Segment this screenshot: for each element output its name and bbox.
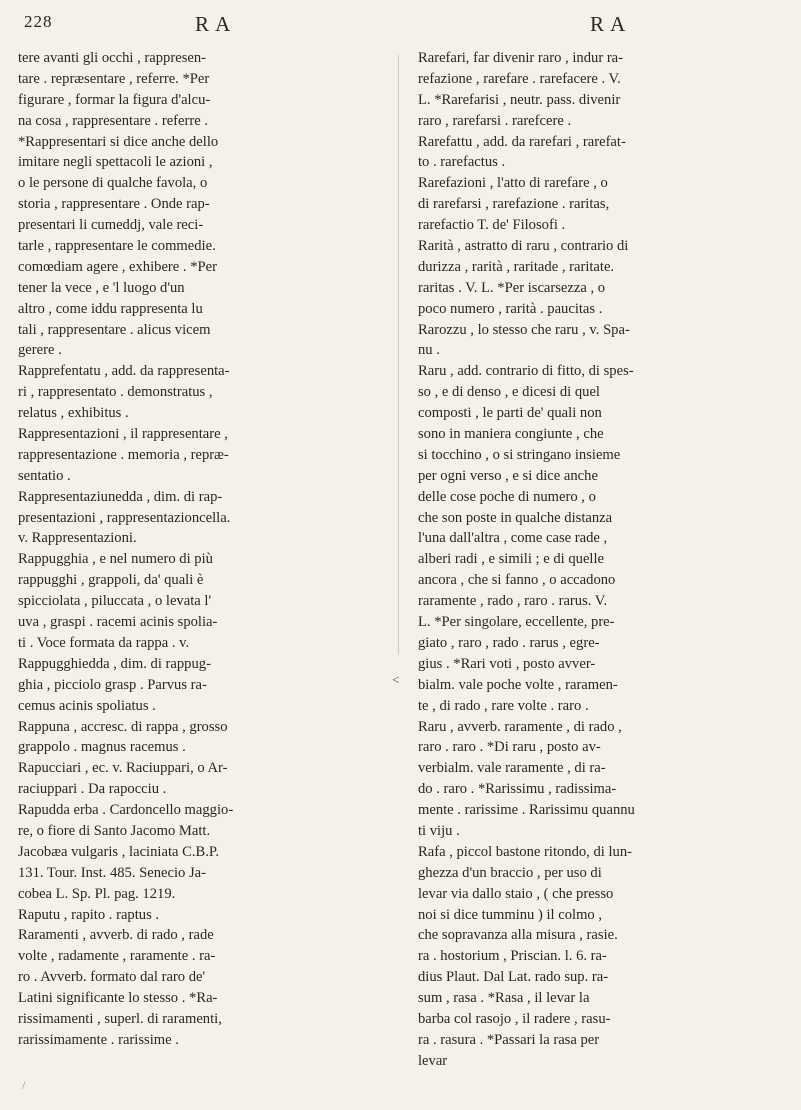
running-head [0, 10, 801, 40]
text-line: raramente , rado , raro . rarus. V. [418, 593, 608, 610]
text-line: l'una dall'altra , come case rade , [418, 530, 608, 547]
text-line: di rarefarsi , rarefazione . raritas, [418, 196, 610, 213]
text-line: levar via dallo staio , ( che presso [418, 885, 614, 902]
text-line: ghezza d'un braccio , per uso di [418, 864, 602, 881]
text-line: mente . rarissime . Rarissimu quannu [418, 802, 635, 819]
text-line: raciuppari . Da rapocciu . [18, 781, 167, 798]
text-line: comœdiam agere , exhibere . *Per [18, 258, 217, 275]
text-line: te , di rado , rare volte . raro . [418, 697, 589, 714]
text-line: barba col rasojo , il radere , rasu- [418, 1010, 611, 1027]
text-line: Rafa , piccol bastone ritondo, di lun- [418, 843, 632, 860]
text-line: Rarità , astratto di raru , contrario di [418, 238, 629, 255]
text-line: altro , come iddu rappresenta lu [18, 300, 203, 317]
text-line: raro . raro . *Di raru , posto av- [418, 739, 601, 756]
text-line: re, o fiore di Santo Jacomo Matt. [18, 822, 211, 839]
text-line: so , e di denso , e dicesi di quel [418, 384, 600, 401]
text-line: Rarozzu , lo stesso che raru , v. Spa- [418, 321, 630, 338]
text-line: presentari li cumeddj, vale reci- [18, 217, 204, 234]
text-line: dius Plaut. Dal Lat. rado sup. ra- [418, 969, 609, 986]
text-line: Raru , avverb. raramente , di rado , [418, 718, 622, 735]
text-line: v. Rappresentazioni. [18, 530, 137, 547]
text-line: to . rarefactus . [418, 154, 506, 171]
text-line: verbialm. vale raramente , di ra- [418, 760, 606, 777]
right-running-head: R A [590, 12, 627, 36]
text-line: rarissimamente . rarissime . [18, 1031, 179, 1048]
text-line: noi si dice tumminu ) il colmo , [418, 906, 603, 923]
text-line: Rarefari, far divenir raro , indur ra- [418, 50, 624, 66]
text-line: rissimamenti , superl. di raramenti, [18, 1010, 222, 1027]
text-line: raro , rarefarsi . rarefcere . [418, 112, 572, 129]
text-line: giato , raro , rado . rarus , egre- [418, 634, 600, 651]
right-column [418, 48, 790, 1103]
text-line: Rappugghiedda , dim. di rappug- [18, 655, 211, 672]
margin-mark: ˂ [392, 672, 400, 687]
text-line: L. *Rarefarisi , neutr. pass. divenir [418, 91, 621, 108]
text-line: Raramenti , avverb. di rado , rade [18, 927, 214, 944]
text-line: Rappugghia , e nel numero di più [18, 551, 213, 568]
text-line: per ogni verso , e si dice anche [418, 467, 598, 484]
text-line: levar [418, 1052, 448, 1069]
text-line: delle cose poche di numero , o [418, 488, 596, 505]
text-line: raritas . V. L. *Per iscarsezza , o [418, 279, 606, 296]
text-line: gius . *Rari voti , posto avver- [418, 655, 596, 672]
text-line: bialm. vale poche volte , raramen- [418, 676, 618, 693]
text-line: relatus , exhibitus . [18, 405, 129, 422]
text-line: sentatio . [18, 467, 71, 484]
text-line: tare . repræsentare , referre. *Per [18, 70, 210, 87]
text-line: ra . rasura . *Passari la rasa per [418, 1031, 600, 1048]
text-line: grappolo . magnus racemus . [18, 739, 186, 756]
text-line: Raru , add. contrario di fitto, di spes- [418, 363, 634, 380]
text-line: spicciolata , piluccata , o levata l' [18, 593, 212, 610]
text-line: Rappresentaziunedda , dim. di rap- [18, 488, 223, 505]
page-number: 228 [24, 12, 53, 31]
text-line: Raputu , rapito . raptus . [18, 906, 160, 923]
text-line: ti . Voce formata da rappa . v. [18, 634, 190, 651]
text-line: uva , graspi . racemi acinis spolia- [18, 614, 218, 631]
text-line: Jacobæa vulgaris , laciniata C.B.P. [18, 843, 220, 860]
text-line: durizza , rarità , raritade , raritate. [418, 258, 615, 275]
text-line: ghia , picciolo grasp . Parvus ra- [18, 676, 207, 693]
text-line: rappresentazione . memoria , repræ- [18, 446, 229, 463]
text-line: che sopravanza alla misura , rasie. [418, 927, 618, 944]
text-line: Latini significante lo stesso . *Ra- [18, 990, 218, 1007]
text-line: nu . [418, 342, 440, 359]
text-line: figurare , formar la figura d'alcu- [18, 91, 211, 108]
text-line: Rappresentazioni , il rappresentare , [18, 426, 228, 443]
text-line: tali , rappresentare . alicus vicem [18, 321, 211, 338]
text-line: Rapucciari , ec. v. Raciuppari, o Ar- [18, 760, 228, 777]
text-line: ra . hostorium , Priscian. l. 6. ra- [418, 948, 607, 965]
text-line: gerere . [18, 342, 62, 359]
text-line: na cosa , rappresentare . referre . [18, 112, 209, 129]
text-line: sum , rasa . *Rasa , il levar la [418, 990, 590, 1007]
text-line: ancora , che si fanno , o accadono [418, 572, 616, 589]
text-line: poco numero , rarità . paucitas . [418, 300, 603, 317]
text-line: ri , rappresentato . demonstratus , [18, 384, 213, 401]
text-line: cobea L. Sp. Pl. pag. 1219. [18, 885, 176, 902]
text-line: 131. Tour. Inst. 485. Senecio Ja- [18, 864, 207, 881]
text-line: Rapudda erba . Cardoncello maggio- [18, 802, 234, 819]
text-line: alberi radi , e simili ; e di quelle [418, 551, 605, 568]
text-line: refazione , rarefare . rarefacere . V. [418, 70, 621, 87]
text-line: Rapprefentatu , add. da rappresenta- [18, 363, 230, 380]
text-line: si tocchino , o si stringano insieme [418, 446, 621, 463]
text-line: cemus acinis spoliatus . [18, 697, 156, 714]
text-line: ti viju . [418, 822, 460, 839]
text-line: tener la vece , e 'l luogo d'un [18, 279, 185, 296]
text-line: imitare negli spettacoli le azioni , [18, 154, 213, 171]
text-line: o le persone di qualche favola, o [18, 175, 208, 192]
text-line: composti , le parti de' quali non [418, 405, 602, 422]
left-running-head: R A [195, 12, 232, 36]
text-line: Rarefazioni , l'atto di rarefare , o [418, 175, 608, 192]
text-line: volte , radamente , raramente . ra- [18, 948, 216, 965]
left-column [18, 48, 390, 1103]
text-line: sono in maniera congiunte , che [418, 426, 604, 443]
text-line: tarle , rappresentare le commedie. [18, 238, 216, 255]
text-line: *Rappresentari si dice anche dello [18, 133, 219, 150]
text-line: do . raro . *Rarissimu , radissima- [418, 781, 617, 798]
text-line: ro . Avverb. formato dal raro de' [18, 969, 206, 986]
text-line: storia , rappresentare . Onde rap- [18, 196, 210, 213]
text-line: Rappuna , accresc. di rappa , grosso [18, 718, 228, 735]
text-line: rappugghi , grappoli, da' quali è [18, 572, 204, 589]
text-line: rarefactio T. de' Filosofi . [418, 217, 566, 234]
text-line: che son poste in qualche distanza [418, 509, 613, 526]
column-divider [398, 55, 399, 655]
text-line: Rarefattu , add. da rarefari , rarefat- [418, 133, 626, 150]
text-line: presentazioni , rappresentazioncella. [18, 509, 231, 526]
text-line: L. *Per singolare, eccellente, pre- [418, 614, 615, 631]
text-line: tere avanti gli occhi , rappresen- [18, 50, 207, 66]
corner-mark: / [22, 1078, 26, 1092]
